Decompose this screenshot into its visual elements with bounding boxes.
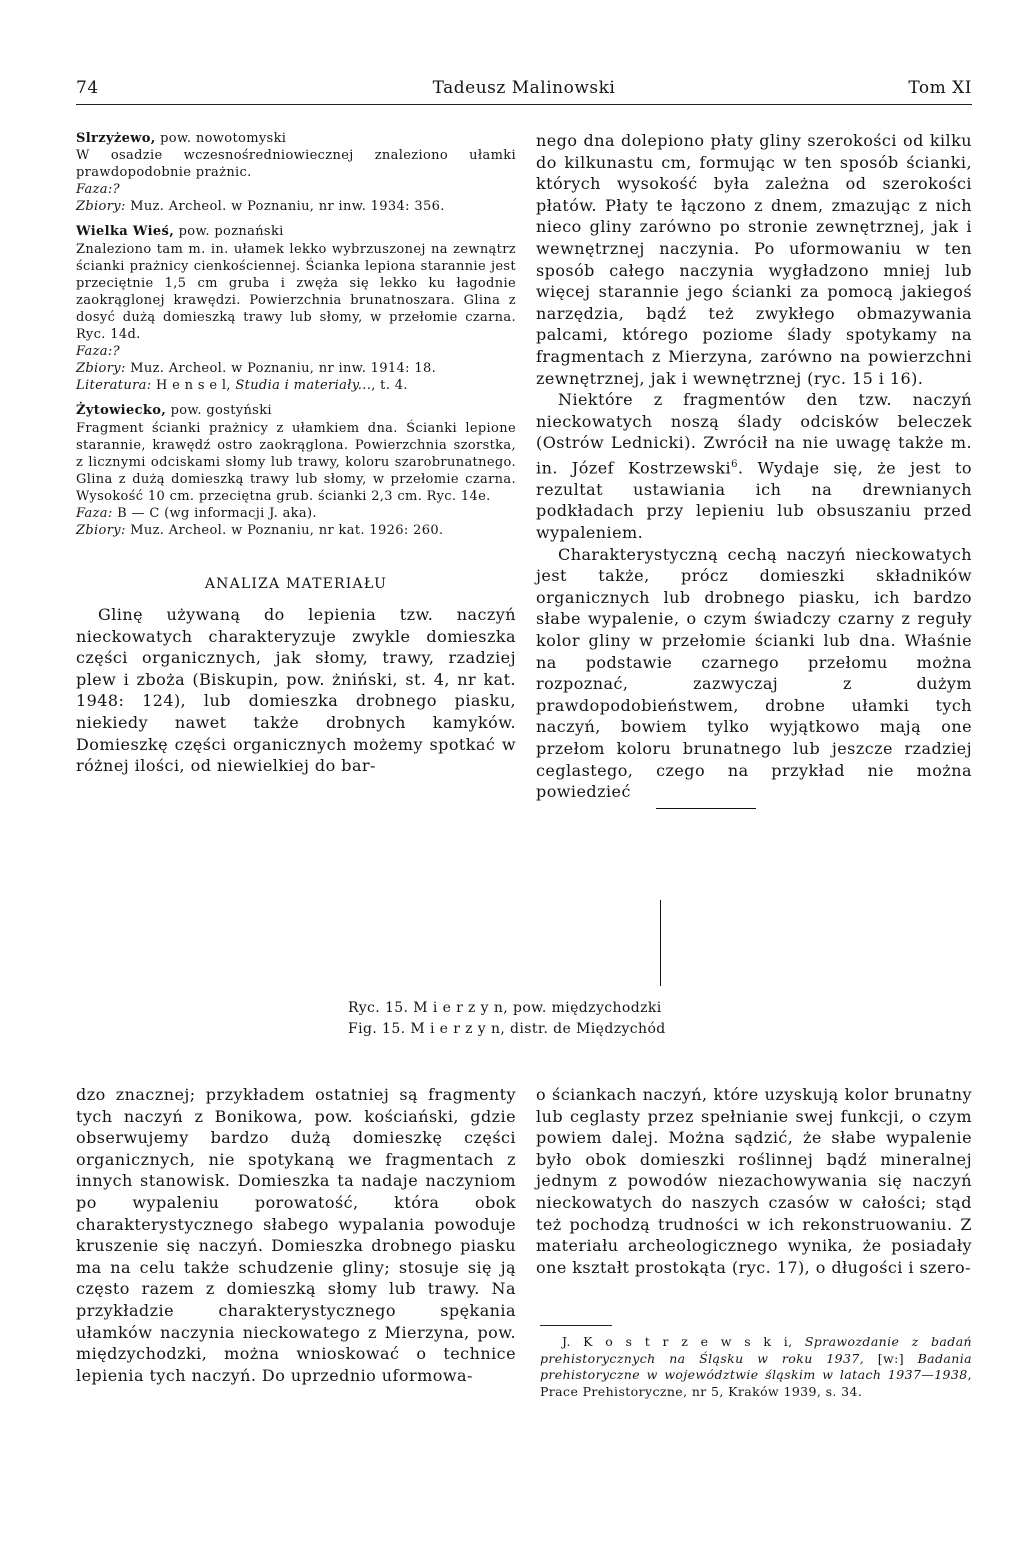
running-header — [76, 78, 972, 104]
entry-heading — [76, 130, 516, 147]
entry-line — [76, 181, 516, 198]
entry-text: , t. 4. — [371, 378, 408, 394]
entry-text: Zbiory: — [76, 523, 126, 539]
entry-line — [76, 147, 516, 181]
entry-text: W osadzie wczesnośredniowiecznej znaleziono ułamki prawdopodobnie prażnic. — [76, 148, 516, 181]
figure-caption-pl: Ryc. 15. M i e r z y n, pow. międzychodzki — [348, 1000, 662, 1016]
figure-15 — [536, 808, 976, 988]
right-column-text — [536, 130, 972, 803]
footnote-ref: 6 — [731, 458, 738, 470]
catalog-entry — [76, 402, 516, 539]
entry-text: Znaleziono tam m. in. ułamek lekko wybrzuszonej na zewnątrz ścianki prażnicy cienkościennej. Ścianka lepiona starannie jest przeciętnie 1,5 cm gruba i zwęża się lekko ku łagodnie zaokrąglonej krawędzi. Powierzchnia brunatnoszara. Glina z dosyć dużą domieszką trawy lub słomy, w przełomie czarna. Ryc. 14d. — [76, 241, 516, 343]
entry-text: Slrzyżewo, — [76, 131, 156, 146]
entry-text: Muz. Archeol. w Poznaniu, nr inw. 1934: 356. — [125, 199, 445, 215]
catalog-entries — [76, 130, 516, 539]
running-author: Tadeusz Malinowski — [432, 78, 616, 98]
entry-line — [76, 241, 516, 344]
figure-line — [660, 900, 661, 986]
paragraph — [536, 389, 972, 543]
entry-text: pow. poznański — [174, 224, 284, 240]
entry-line — [76, 522, 516, 539]
entry-text: Literatura: — [76, 378, 152, 394]
entry-line — [76, 377, 516, 394]
figure-caption-en: Fig. 15. M i e r z y n, distr. de Międzychód — [348, 1021, 666, 1037]
paragraph-text: Niektóre z fragmentów den tzw. naczyń nieckowatych noszą ślady odcisków beleczek (Ostrów Lednicki). Zwrócił na nie uwagę także m. in. Józef Kostrzewski — [536, 390, 972, 478]
section-heading: ANALIZA MATERIAŁU — [204, 576, 388, 592]
paragraph: dzo znacznej; przykładem ostatniej są fragmenty tych naczyń z Bonikowa, pow. kościański, gdzie obserwujemy bardzo dużą domieszkę części organicznych, nie spotykaną we fragmentach z innych stanowisk. Domieszka ta nadaje naczyniom po wypaleniu porowatość, która obok charakterystycznego słabego wypalania powoduje kruszenie się naczyń. Domieszka drobnego piasku ma na celu także schudzenie gliny; stosuje się ją często razem z domieszką słomy lub trawy. Na przykładzie charakterystycznego spękania ułamków naczynia nieckowatego z Mierzyna, pow. międzychodzki, można wnioskować o technice lepienia tych naczyń. Do uprzednio uformowa- — [76, 1085, 516, 1385]
footnote-author: J. K o s t r z e w s k i, — [562, 1334, 805, 1349]
figure-line — [656, 808, 756, 809]
entry-text: Żytowiecko, — [76, 403, 167, 419]
paragraph: Glinę używaną do lepienia tzw. naczyń nieckowatych charakteryzuje zwykle domieszka części organicznych, jak słomy, trawy, rzadziej plew i zboża (Biskupin, pow. żniński, st. 4, nr kat. 1948: 124), lub domieszka drobnego piasku, niekiedy nawet także drobnych kamyków. Domieszkę części organicznych możemy spotkać w różnej ilości, od niewielkiej do bar- — [76, 605, 516, 776]
entry-text: pow. nowotomyski — [155, 131, 287, 146]
entry-text: Fragment ścianki prażnicy z ułamkiem dna. Ścianki lepione starannie, krawędź ostro zaokrąglona. Powierzchnia szorstka, z licznymi odciskami słomy lub trawy, koloru szarobrunatnego. Glina z dużą domieszką trawy lub słomy, w przełomie czarna. Wysokość 10 cm. przeciętna grub. ścianki 2,3 cm. Ryc. 14e. — [76, 420, 516, 504]
catalog-entry — [76, 223, 516, 394]
volume-label: Tom XI — [908, 78, 972, 98]
catalog-entry — [76, 130, 516, 215]
footnote-mid: [w:] — [877, 1350, 918, 1366]
right-bottom-text — [536, 1084, 972, 1278]
entry-heading — [76, 402, 516, 419]
paragraph — [536, 130, 972, 389]
entry-text: Muz. Archeol. w Poznaniu, nr inw. 1914: 18. — [125, 361, 437, 377]
entry-line — [76, 360, 516, 377]
paragraph-text: . Wydaje się, że jest to rezultat ustawiania ich na drewnianych podkładach przy lepieniu lub obsuszaniu przed wypaleniem. — [536, 458, 972, 543]
entry-text: Wielka Wieś, — [76, 224, 175, 240]
paragraph — [536, 544, 972, 803]
entry-line — [76, 198, 516, 215]
footnote-title2: Badania prehistoryczne w województwie śląskim w latach 1937—1938 — [540, 1350, 972, 1382]
entry-line — [76, 343, 516, 360]
entry-text: Zbiory: — [76, 199, 126, 215]
paragraph-text: nego dna dolepiono płaty gliny szerokości od kilku do kilkunastu cm, formując w ten sposób ścianki, których wysokość była zależna od szerokości płatów. Płaty te łączono z dnem, zmazując z nich nieco gliny zarówno po stronie zewnętrznej, jak i wewnętrznej naczynia. Po uformowaniu w ten sposób całego naczynia wygładzono mniej lub więcej starannie jego ścianki za pomocą jakiegoś narzędzia, bądź też zwykłego obmazywania palcami, którego poziome ślady spotykamy na fragmentach z Mierzyna, zarówno na powierzchni zewnętrznej, jak i wewnętrznej (ryc. 15 i 16). — [536, 131, 972, 388]
entry-text: B — C (wg informacji J. aka). — [112, 505, 317, 521]
footnote-title: Sprawozdanie z badań prehistorycznych na Śląsku w roku 1937, — [540, 1334, 972, 1366]
paragraph: o ściankach naczyń, które uzyskują kolor brunatny lub ceglasty przez spełnianie swej funkcji, o czym powiem dalej. Można sądzić, że słabe wypalenie było obok domieszki roślinnej bądź mineralnej jednym z powodów niezachowywania się naczyń nieckowatych do naszych czasów w całości; stąd też pochodzą trudności w ich rekonstruowaniu. Z materiału archeologicznego wynika, że posiadały one kształt prostokąta (ryc. 17), o długości i szero- — [536, 1085, 972, 1277]
entry-text: Faza:? — [76, 344, 120, 360]
header-rule — [76, 104, 972, 105]
entry-text: Zbiory: — [76, 361, 126, 377]
entry-text: pow. gostyński — [166, 403, 272, 419]
footnote — [540, 1334, 972, 1400]
footnote-rest: , Prace Prehistoryczne, nr 5, Kraków 1939, s. 34. — [540, 1367, 972, 1399]
entry-text: H e n s e l, — [151, 378, 236, 394]
entry-text: Faza:? — [76, 182, 120, 198]
page-number: 74 — [76, 78, 99, 98]
left-bottom-text — [76, 1084, 516, 1386]
entry-line — [76, 420, 516, 505]
entry-text: Muz. Archeol. w Poznaniu, nr kat. 1926: 260. — [125, 523, 444, 539]
left-column-text — [76, 604, 516, 777]
entry-text: Studia i materiały... — [235, 378, 372, 394]
entry-heading — [76, 223, 516, 240]
entry-line — [76, 505, 516, 522]
paragraph-text: Charakterystyczną cechą naczyń nieckowatych jest także, prócz domieszki składników organicznych lub drobnego piasku, ich bardzo słabe wypalenie, o czym świadczy czarny z reguły kolor gliny w przełomie ścianki lub dna. Właśnie na podstawie czarnego przełomu można rozpoznać, zazwyczaj z dużym prawdopodobieństwem, drobne ułamki tych naczyń, bowiem tylko wyjątkowo mają one przełom koloru brunatnego lub jeszcze rzadziej ceglastego, czego na przykład nie można powiedzieć — [536, 544, 972, 802]
entry-text: Faza: — [76, 505, 113, 521]
footnote-rule — [540, 1325, 612, 1326]
